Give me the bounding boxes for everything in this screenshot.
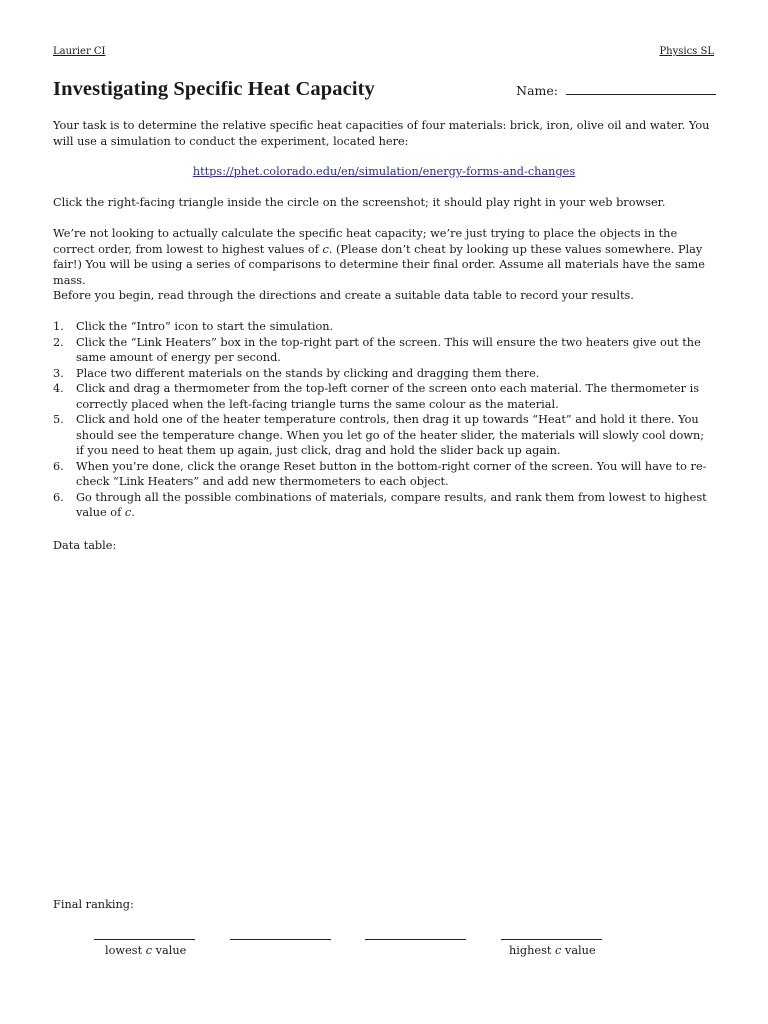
list-item: 6. Go through all the possible combinations of materials, compare results, and rank them from lowest to highest value of c. xyxy=(53,490,707,519)
name-label: Name: xyxy=(516,83,558,98)
title-row xyxy=(53,78,716,101)
rank-blank-4[interactable] xyxy=(501,939,602,940)
school-name: Laurier CI xyxy=(53,46,106,57)
intro-paragraph xyxy=(53,118,715,149)
c-variable: c xyxy=(124,506,132,519)
c-variable: c xyxy=(322,242,329,256)
list-item: 4. Click and drag a thermometer from the top-left corner of the screen onto each material. The thermometer is correctly placed when the left-facing triangle turns the same colour as the material. xyxy=(53,382,700,411)
rank-blank-2[interactable] xyxy=(230,939,331,940)
not-calc-paragraph xyxy=(53,226,715,288)
click-text: Click the right-facing triangle inside the circle on the screenshot; it should play right in your web browser. xyxy=(53,196,666,209)
click-paragraph xyxy=(53,195,715,211)
list-item: 2. Click the “Link Heaters” box in the top-right part of the screen. This will ensure the two heaters give out the same amount of energy per second. xyxy=(53,335,701,364)
list-item: 3. Place two different materials on the stands by clicking and dragging them there. xyxy=(53,366,540,380)
lowest-c-label: lowest c value xyxy=(105,944,187,957)
list-item: 6. When you’re done, click the orange Reset button in the bottom-right corner of the screen. You will have to re-check “Link Heaters” and add new thermometers to each object. xyxy=(53,459,707,488)
link-block xyxy=(53,164,715,180)
steps-list-container xyxy=(53,319,715,521)
final-ranking-label: Final ranking: xyxy=(53,898,134,911)
list-item: 1. Click the “Intro” icon to start the simulation. xyxy=(53,320,334,333)
steps-list xyxy=(53,319,715,521)
rank-blank-1[interactable] xyxy=(94,939,195,940)
data-table-label: Data table: xyxy=(53,539,117,552)
rank-blank-3[interactable] xyxy=(365,939,466,940)
before-text: Before you begin, read through the directions and create a suitable data table to record your results. xyxy=(53,289,634,302)
data-table-section xyxy=(53,538,715,554)
page-title: Investigating Specific Heat Capacity xyxy=(53,78,375,100)
before-paragraph xyxy=(53,288,715,304)
name-field xyxy=(516,82,716,98)
page-header xyxy=(53,46,714,57)
list-item: 5. Click and hold one of the heater temperature controls, then drag it up towards “Heat” and hold it there. You should see the temperature change. When you let go of the heater slider, the materials will slowly cool down; if you need to heat them up again, just click, drag and hold the slider back up again. xyxy=(53,413,705,457)
simulation-link[interactable]: https://phet.colorado.edu/en/simulation/energy-forms-and-changes xyxy=(192,165,576,178)
final-ranking-section xyxy=(53,897,715,913)
course-name: Physics SL xyxy=(659,46,714,57)
name-blank-line[interactable] xyxy=(566,82,716,95)
intro-text: Your task is to determine the relative specific heat capacities of four materials: brick, iron, olive oil and water. You will use a simulation to conduct the experiment, located here: xyxy=(53,119,710,148)
not-calc-text: We’re not looking to actually calculate the specific heat capacity; we’re just trying to place the objects in the correct order, from lowest to highest values of c. (Please don’t cheat by looking up these values somewhere. Play fair!) You will be using a series of comparisons to determine their final order. Assume all materials have the same mass. xyxy=(53,227,705,287)
highest-c-label: highest c value xyxy=(509,944,596,957)
